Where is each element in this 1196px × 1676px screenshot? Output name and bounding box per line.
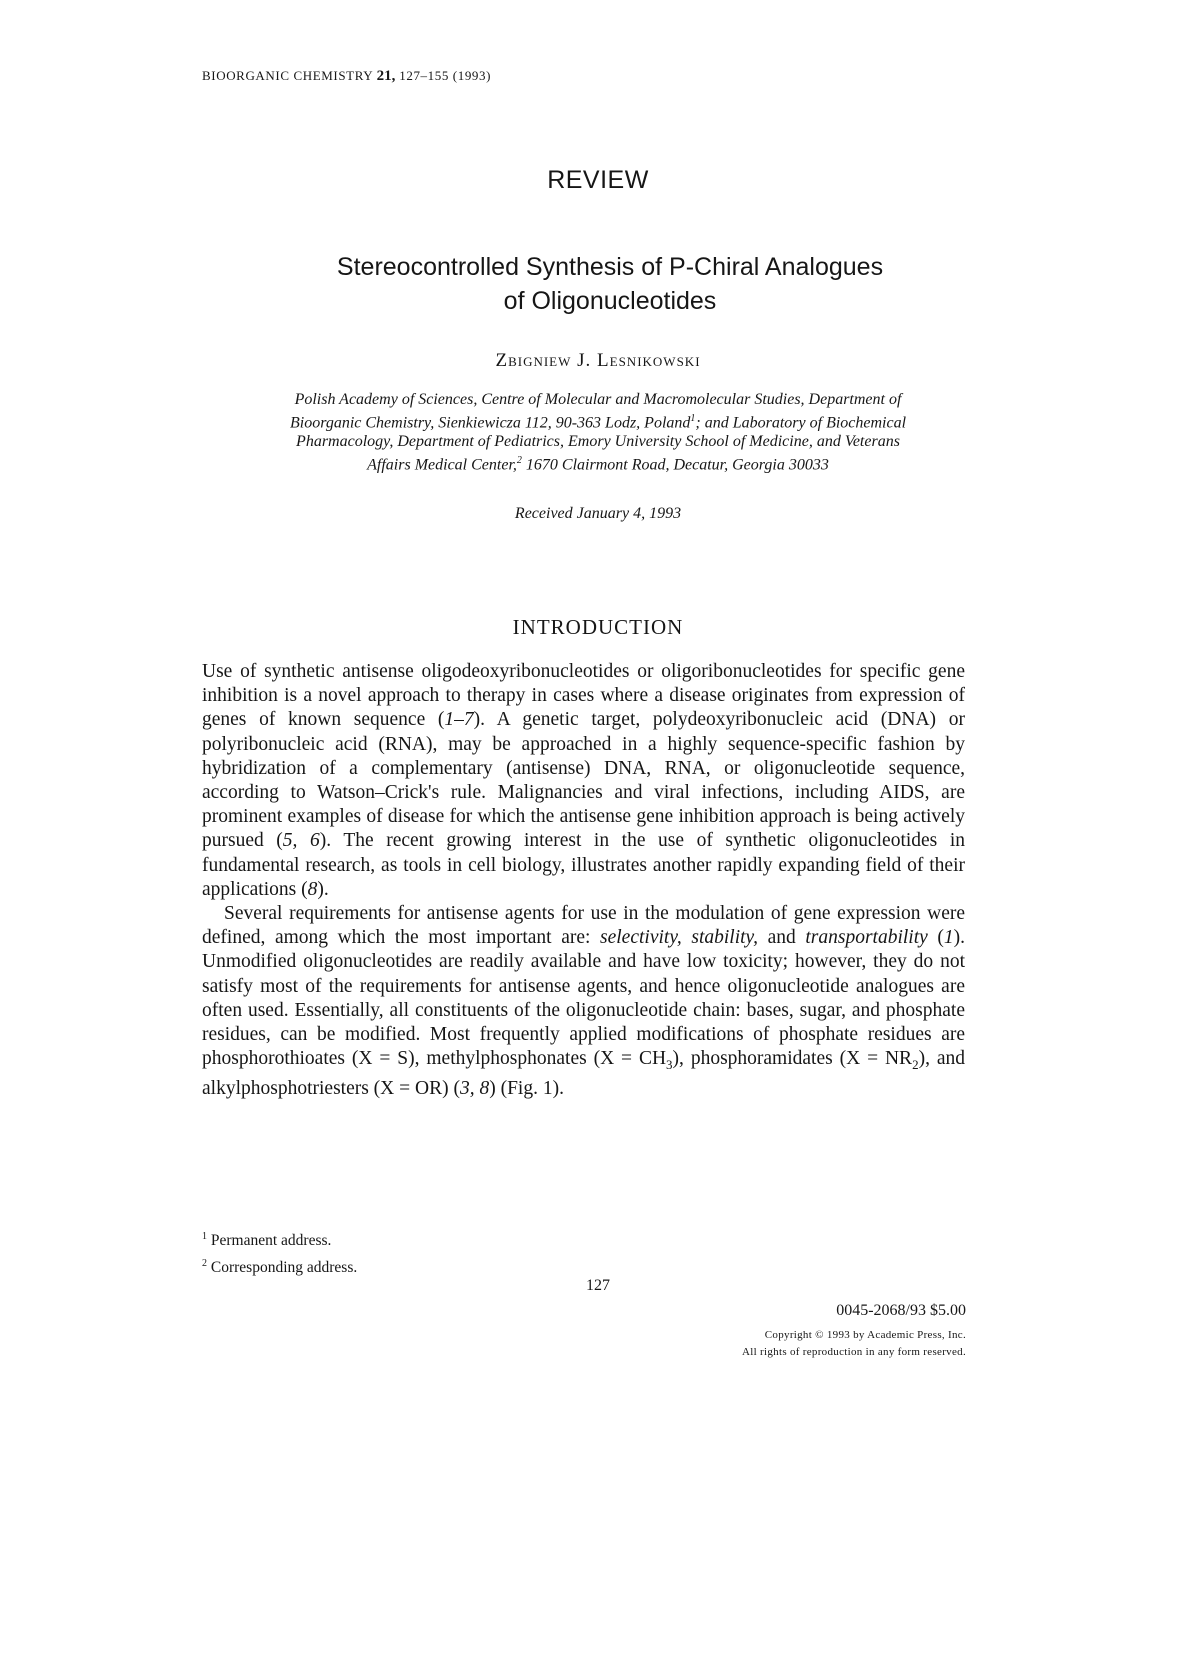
journal-name: BIOORGANIC CHEMISTRY bbox=[202, 68, 373, 83]
footnote-1: $^1$ Permanent address. bbox=[202, 1231, 332, 1250]
footnote-2: $^2$ Corresponding address. bbox=[202, 1258, 358, 1277]
affiliation-line-3: Pharmacology, Department of Pediatrics, Emory University School of Medicine, and Veterans bbox=[296, 433, 900, 451]
received-date: Received January 4, 1993 bbox=[514, 505, 682, 522]
journal-volume: 21, bbox=[376, 68, 396, 84]
issn-price: 0045-2068/93 $5.00 bbox=[836, 1302, 966, 1319]
citation: 5, 6 bbox=[282, 830, 320, 852]
footnote-ref-2: 2 bbox=[516, 455, 522, 467]
citation: 3, 8 bbox=[459, 1078, 490, 1100]
paragraph-1: Use of synthetic antisense oligodeoxyribonucleotides or oligoribonucleotides for specific gene inhibition is a novel approach to therapy in cases where a disease originates from expression of genes of known sequence (1–7). A genetic target, polydeoxyribonucleic acid (DNA) or polyribonucleic acid (RNA), may be approached in a highly sequence-specific fashion by hybridization of a complementary (antisense) DNA, RNA, or oligonucleotide sequence, according to Watson–Crick's rule. Malignancies and viral infections, including AIDS, are prominent examples of disease for which the antisense gene inhibition approach is being actively pursued (5, 6). The recent growing interest in the use of synthetic oligonucleotides in fundamental research, as tools in cell biology, illustrates another rapidly expanding field of their applications (8). bbox=[202, 661, 966, 900]
copyright-line-2: All rights of reproduction in any form reserved. bbox=[742, 1346, 966, 1358]
journal-citation bbox=[202, 68, 491, 85]
citation: 8 bbox=[307, 878, 318, 900]
affiliation-line-4: Affairs Medical Center,$^2$ 1670 Clairmont Road, Decatur, Georgia 30033 bbox=[367, 455, 829, 474]
article-title-line-1: Stereocontrolled Synthesis of P-Chiral Analogues bbox=[336, 253, 884, 281]
copyright-line-1: Copyright © 1993 by Academic Press, Inc. bbox=[764, 1329, 966, 1341]
page-number: 127 bbox=[586, 1277, 610, 1294]
affiliation-line-1: Polish Academy of Sciences, Centre of Molecular and Macromolecular Studies, Department of bbox=[294, 391, 902, 408]
paragraph-2: Several requirements for antisense agents for use in the modulation of gene expression were defined, among which the most important are: selectivity, stability, and transportability (1). Unmodified oligonucleotides are readily available and have low toxicity; however, they do not satisfy most of the requirements for antisense agents, and hence oligonucleotide analogues are often used. Essentially, all constituents of the oligonucleotide chain: bases, sugar, and phosphate residues, can be modified. Most frequently applied modifications of phosphate residues are phosphorothioates (X = S), methylphosphonates $(X = CH_3)$, phosphoramidates $(X = NR_2)$, and alkylphosphotriesters (X = OR) (3, 8) (Fig. 1). bbox=[202, 903, 966, 1100]
copyright-notice bbox=[742, 1327, 966, 1361]
affiliation-line-2: Bioorganic Chemistry, Sienkiewicza 112, 90-363 Lodz, Poland$^1$; and Laboratory of Biochemical bbox=[289, 413, 907, 432]
footnote-ref-1: 1 bbox=[690, 413, 696, 424]
article-title-line-2: of Oligonucleotides bbox=[503, 287, 717, 315]
article-title bbox=[160, 250, 1060, 318]
article-type: REVIEW bbox=[547, 166, 649, 194]
citation: 1 bbox=[943, 927, 954, 949]
footnotes bbox=[202, 1225, 357, 1279]
citation: 1–7 bbox=[444, 709, 474, 731]
author-name: Zbigniew J. Lesnikowski bbox=[495, 350, 701, 371]
body-text bbox=[202, 660, 965, 1102]
section-heading: INTRODUCTION bbox=[512, 615, 684, 639]
author-affiliation bbox=[205, 390, 991, 475]
journal-pages-year: 127–155 (1993) bbox=[399, 68, 492, 83]
